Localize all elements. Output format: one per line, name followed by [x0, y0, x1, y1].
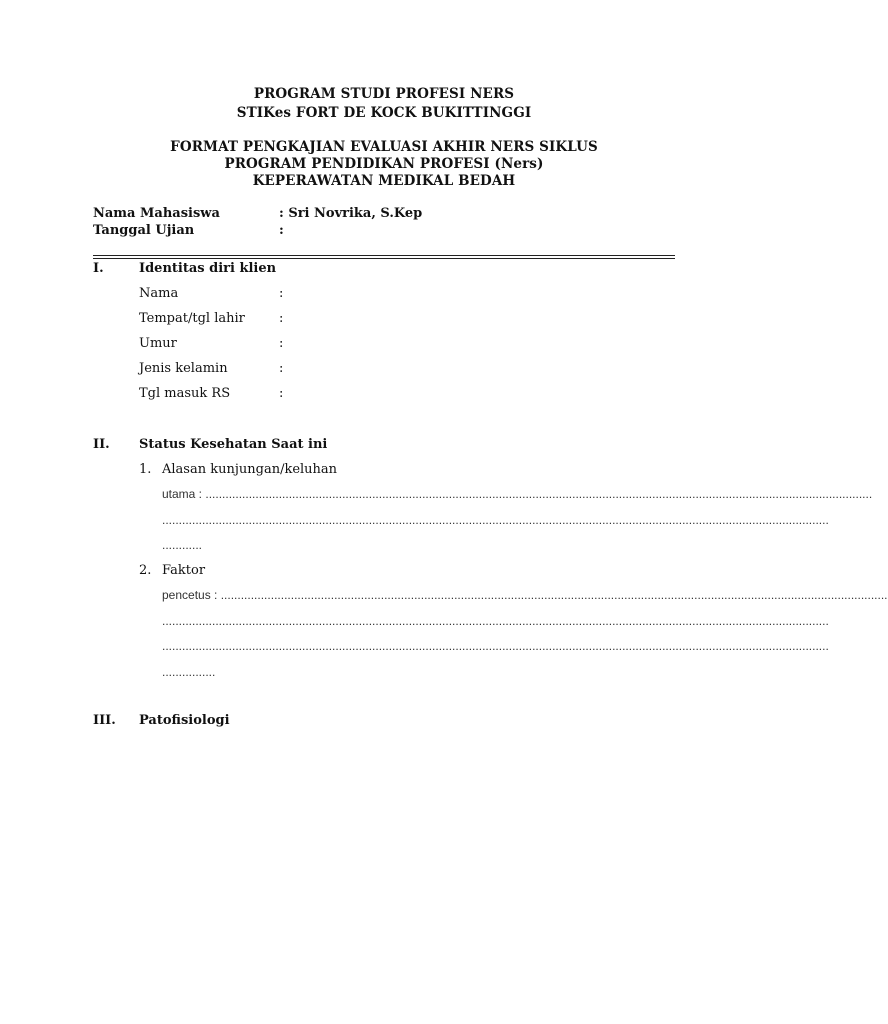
student-name-label: Nama Mahasiswa	[93, 206, 220, 221]
item-1-prefix: utama :	[162, 487, 203, 501]
item-1-dotted-line-2: ........................................................................................................................................................................................................	[162, 513, 829, 527]
item-1-dotted-line-1: utama : ........................................................................................................................................................................................................	[162, 487, 873, 501]
item-2-dotted-line-2: ........................................................................................................................................................................................................	[162, 614, 829, 628]
section-2-title: Status Kesehatan Saat ini	[139, 437, 328, 452]
field-value-gender: :	[279, 361, 284, 376]
item-1-number: 1.	[139, 462, 152, 477]
item-2-short-tail: ................	[162, 665, 216, 679]
field-value-birth: :	[279, 311, 284, 326]
field-label-name: Nama	[139, 286, 179, 301]
section-3-title: Patofisiologi	[139, 713, 230, 728]
exam-date-label: Tanggal Ujian	[93, 223, 195, 238]
field-value-age: :	[279, 336, 284, 351]
item-1-short-tail: ............	[162, 538, 203, 552]
divider-top	[93, 255, 675, 256]
field-label-age: Umur	[139, 336, 177, 351]
section-2-number: II.	[93, 437, 110, 452]
form-title: FORMAT PENGKAJIAN EVALUASI AKHIR NERS SIKLUS	[170, 139, 598, 155]
field-label-birth: Tempat/tgl lahir	[139, 311, 245, 326]
program-title: PROGRAM STUDI PROFESI NERS	[253, 86, 515, 102]
exam-date-value: :	[279, 223, 284, 238]
institution-title: STIKes FORT DE KOCK BUKITTINGGI	[236, 105, 532, 121]
student-name-value: : Sri Novrika, S.Kep	[279, 206, 423, 221]
field-value-admission: :	[279, 386, 284, 401]
item-2-dotted-line-4	[162, 665, 674, 679]
item-2-title: Faktor	[162, 563, 206, 578]
item-2-number: 2.	[139, 563, 152, 578]
section-1-number: I.	[93, 261, 104, 276]
divider-bottom	[93, 258, 675, 259]
department-title: KEPERAWATAN MEDIKAL BEDAH	[252, 173, 516, 189]
field-label-admission: Tgl masuk RS	[139, 386, 231, 401]
item-1-title: Alasan kunjungan/keluhan	[162, 462, 338, 477]
item-1-dotted-line-3	[162, 538, 674, 552]
field-value-name: :	[279, 286, 284, 301]
item-2-dotted-line-1: pencetus : ........................................................................................................................................................................................................	[162, 588, 888, 602]
item-2-dotted-line-3: ........................................................................................................................................................................................................	[162, 639, 829, 653]
form-subtitle: PROGRAM PENDIDIKAN PROFESI (Ners)	[224, 156, 544, 172]
section-3-number: III.	[93, 713, 116, 728]
section-1-title: Identitas diri klien	[139, 261, 277, 276]
field-label-gender: Jenis kelamin	[139, 361, 228, 376]
item-2-prefix: pencetus :	[162, 588, 218, 602]
